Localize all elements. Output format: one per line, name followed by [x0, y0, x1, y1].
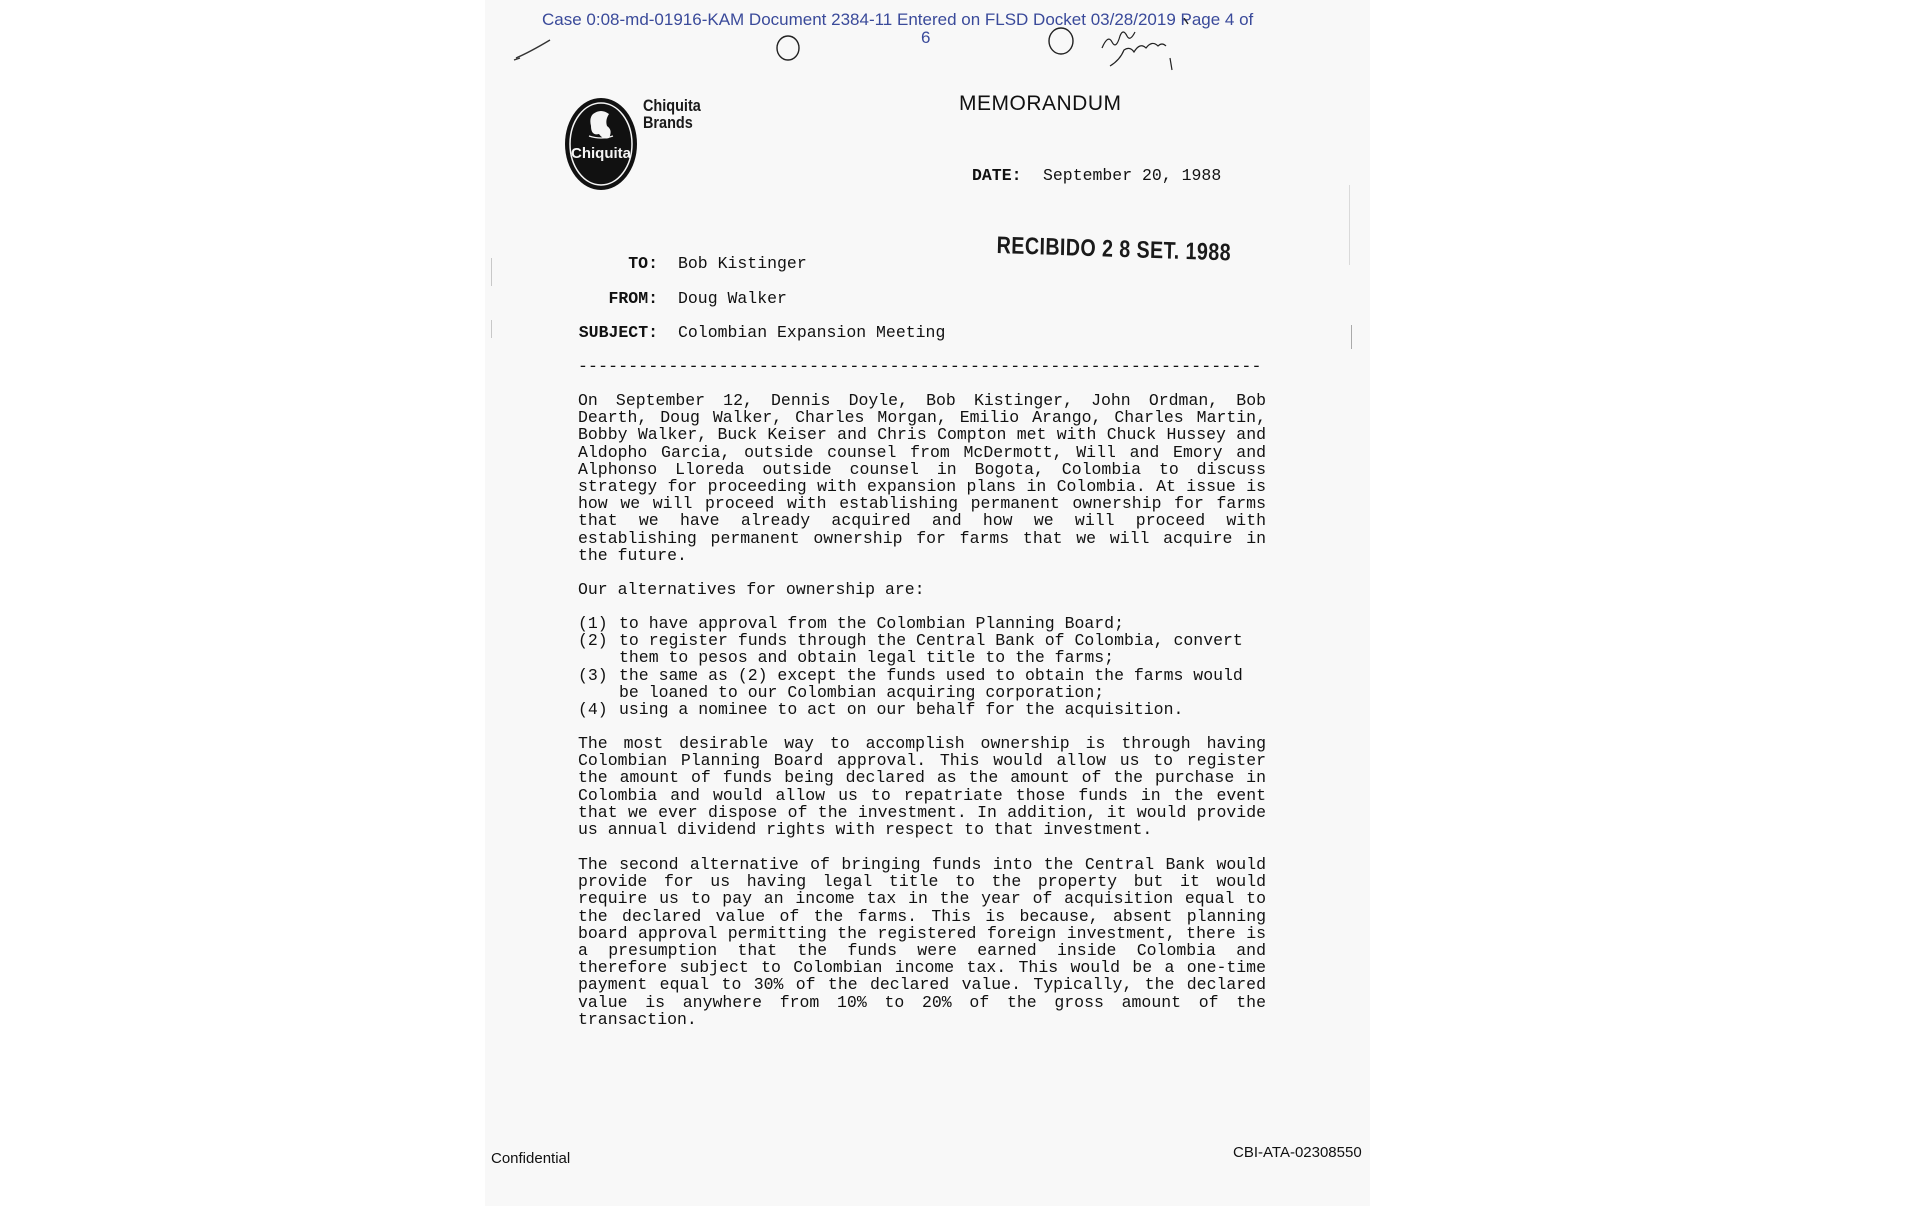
logo-label: Chiquita	[571, 145, 631, 162]
scan-mark-left-2	[491, 320, 492, 338]
list-item-text: using a nominee to act on our behalf for the acquisition.	[619, 700, 1184, 719]
received-stamp: RECIBIDO 2 8 SET. 1988	[996, 232, 1232, 267]
list-item-number: (1)	[578, 614, 608, 633]
from-value: Doug Walker	[678, 289, 787, 308]
chiquita-seal-icon	[563, 96, 639, 192]
list-item-text: to register funds through the Central Bank of Colombia, convert them to pesos and obtain legal title to the farms;	[619, 631, 1243, 668]
body-paragraph-1: On September 12, Dennis Doyle, Bob Kistinger, John Ordman, Bob Dearth, Doug Walker, Charles Morgan, Emilio Arango, Charles Martin, Bobby Walker, Buck Keiser and Chris Compton met with Chuck Hussey and Aldopho Garcia, outside counsel from McDermott, Will and Emory and Alphonso Lloreda outside counsel in Bogota, Colombia to discuss strategy for proceeding with expansion plans in Colombia. At issue is how we will proceed with establishing permanent ownership for farms that we have already acquired and how we will proceed with establishing permanent ownership for farms that we will acquire in the future.	[578, 391, 1266, 565]
divider-line: --------------------------------------------------------------------	[578, 357, 1262, 376]
footer-bates-number: CBI-ATA-02308550	[1233, 1144, 1362, 1161]
list-item-number: (2)	[578, 631, 608, 650]
court-header: Case 0:08-md-01916-KAM Document 2384-11 Entered on FLSD Docket 03/28/2019 Page 4 of	[542, 10, 1254, 29]
list-item-text: the same as (2) except the funds used to obtain the farms would be loaned to our Colombian acquiring corporation;	[619, 666, 1243, 703]
company-name-line2: Brands	[643, 113, 693, 132]
to-label: TO:	[628, 254, 658, 273]
subject-value: Colombian Expansion Meeting	[678, 323, 946, 342]
from-label: FROM:	[608, 289, 658, 308]
scan-mark-left-1	[491, 258, 492, 286]
subject-label: SUBJECT:	[578, 323, 658, 342]
footer-confidential: Confidential	[491, 1150, 571, 1167]
list-item-number: (4)	[578, 700, 608, 719]
scan-mark-right-2	[1351, 325, 1352, 349]
body-paragraph-2: The most desirable way to accomplish ownership is through having Colombian Planning Board approval. This would allow us to register the amount of funds being declared as the amount of the purchase in Colombia and would allow us to repatriate those funds in the event that we ever dispose of the investment. In addition, it would provide us annual dividend rights with respect to that investment.	[578, 734, 1266, 840]
body-paragraph-3: The second alternative of bringing funds into the Central Bank would provide for us having legal title to the property but it would require us to pay an income tax in the year of acquisition equal to the declared value of the farms. This is because, absent planning board approval permitting the registered foreign investment, there is a presumption that the funds were earned inside Colombia and therefore subject to Colombian income tax. This would be a one-time payment equal to 30% of the declared value. Typically, the declared value is anywhere from 10% to 20% of the gross amount of the transaction.	[578, 855, 1266, 1029]
court-header-page-total: 6	[921, 28, 931, 47]
alternatives-heading: Our alternatives for ownership are:	[578, 580, 925, 599]
handwritten-annotations	[510, 18, 1210, 78]
scan-mark-right-1	[1349, 185, 1350, 265]
list-item-text: to have approval from the Colombian Planning Board;	[619, 614, 1124, 633]
list-item-number: (3)	[578, 666, 608, 685]
company-name-line1: Chiquita	[643, 96, 701, 115]
to-value: Bob Kistinger	[678, 254, 807, 273]
date-value: September 20, 1988	[1043, 166, 1222, 185]
memo-title: MEMORANDUM	[959, 92, 1122, 115]
date-label: DATE:	[972, 166, 1022, 185]
company-name	[643, 97, 701, 131]
chiquita-logo	[563, 96, 639, 197]
